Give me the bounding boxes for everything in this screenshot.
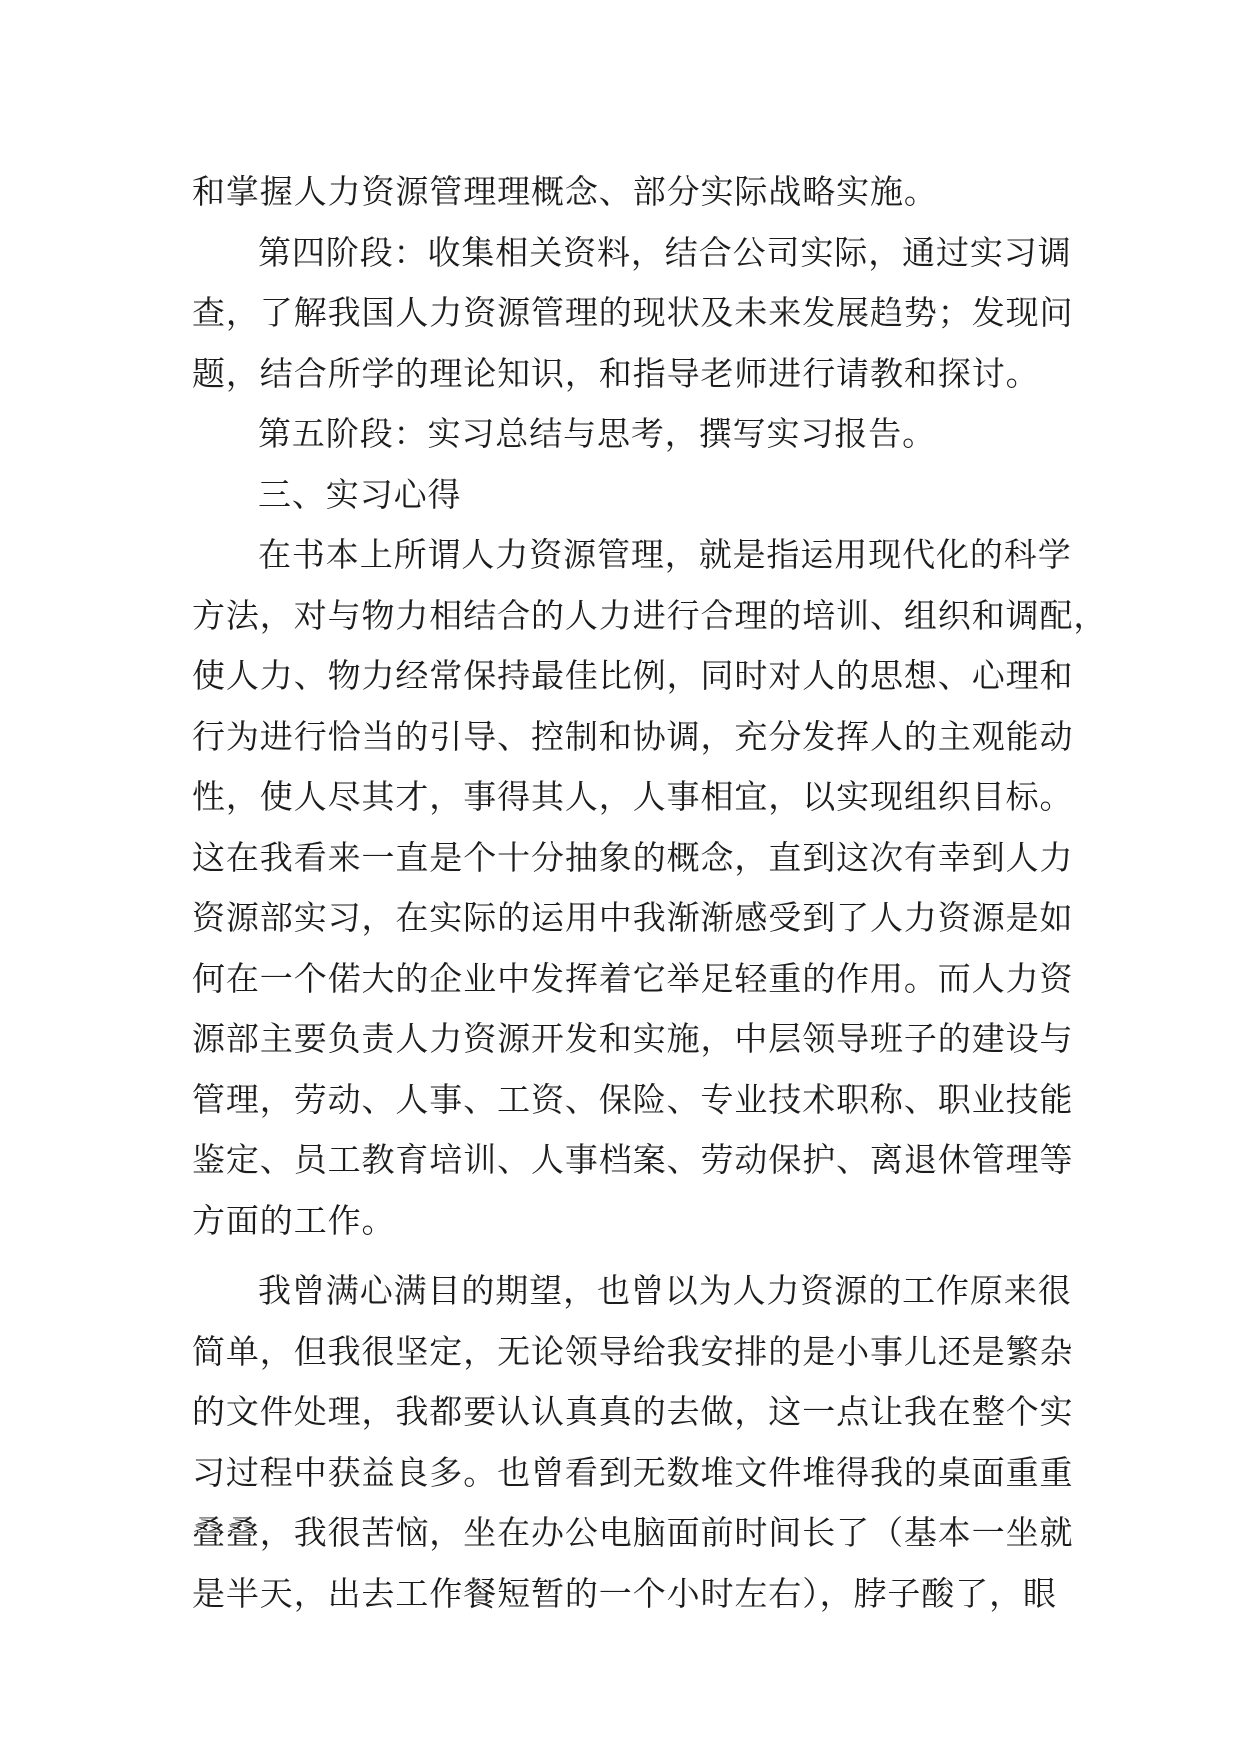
text-line: 行为进行恰当的引导、控制和协调，充分发挥人的主观能动 [192,716,1074,756]
text-line: 源部主要负责人力资源开发和实施，中层领导班子的建设与 [192,1019,1074,1058]
text-line: 叠叠，我很苦恼，坐在办公电脑面前时间长了（基本一坐就 [192,1513,1074,1552]
text-line: 第四阶段：收集相关资料，结合公司实际，通过实习调 [258,232,1072,272]
text-line: 这在我看来一直是个十分抽象的概念，直到这次有幸到人力 [192,837,1074,877]
text-line: 在书本上所谓人力资源管理，就是指运用现代化的科学 [258,535,1072,574]
text-line: 鉴定、员工教育培训、人事档案、劳动保护、离退休管理等 [192,1140,1074,1179]
text-line: 管理，劳动、人事、工资、保险、专业技术职称、职业技能 [192,1079,1074,1119]
paragraph-gap [192,1251,1072,1261]
text-line: 简单，但我很坚定，无论领导给我安排的是小事儿还是繁杂 [192,1331,1074,1371]
text-line: 资源部实习，在实际的运用中我渐渐感受到了人力资源是如 [192,898,1074,937]
text-line: 我曾满心满目的期望，也曾以为人力资源的工作原来很 [258,1271,1072,1310]
text-line: 是半天，出去工作餐短暂的一个小时左右），脖子酸了，眼 [192,1573,1057,1613]
text-line: 习过程中获益良多。也曾看到无数堆文件堆得我的桌面重重 [192,1452,1074,1492]
text-line: 何在一个偌大的企业中发挥着它举足轻重的作用。而人力资 [192,958,1074,998]
text-line: 使人力、物力经常保持最佳比例，同时对人的思想、心理和 [192,656,1074,695]
text-line: 性，使人尽其才，事得其人，人事相宜，以实现组织目标。 [192,777,1074,816]
section-heading: 三、实习心得 [258,474,462,514]
text-line: 题，结合所学的理论知识，和指导老师进行请教和探讨。 [192,353,1040,393]
text-line: 第五阶段：实习总结与思考，撰写实习报告。 [258,414,936,453]
text-line: 和掌握人力资源管理理概念、部分实际战略实施。 [192,172,938,211]
text-line: 的文件处理，我都要认认真真的去做，这一点让我在整个实 [192,1392,1074,1431]
text-line: 方面的工作。 [192,1200,396,1240]
text-line: 方法，对与物力相结合的人力进行合理的培训、组织和调配， [192,595,1108,635]
text-line: 查，了解我国人力资源管理的现状及未来发展趋势；发现问 [192,293,1074,332]
document-body [192,162,1108,1624]
